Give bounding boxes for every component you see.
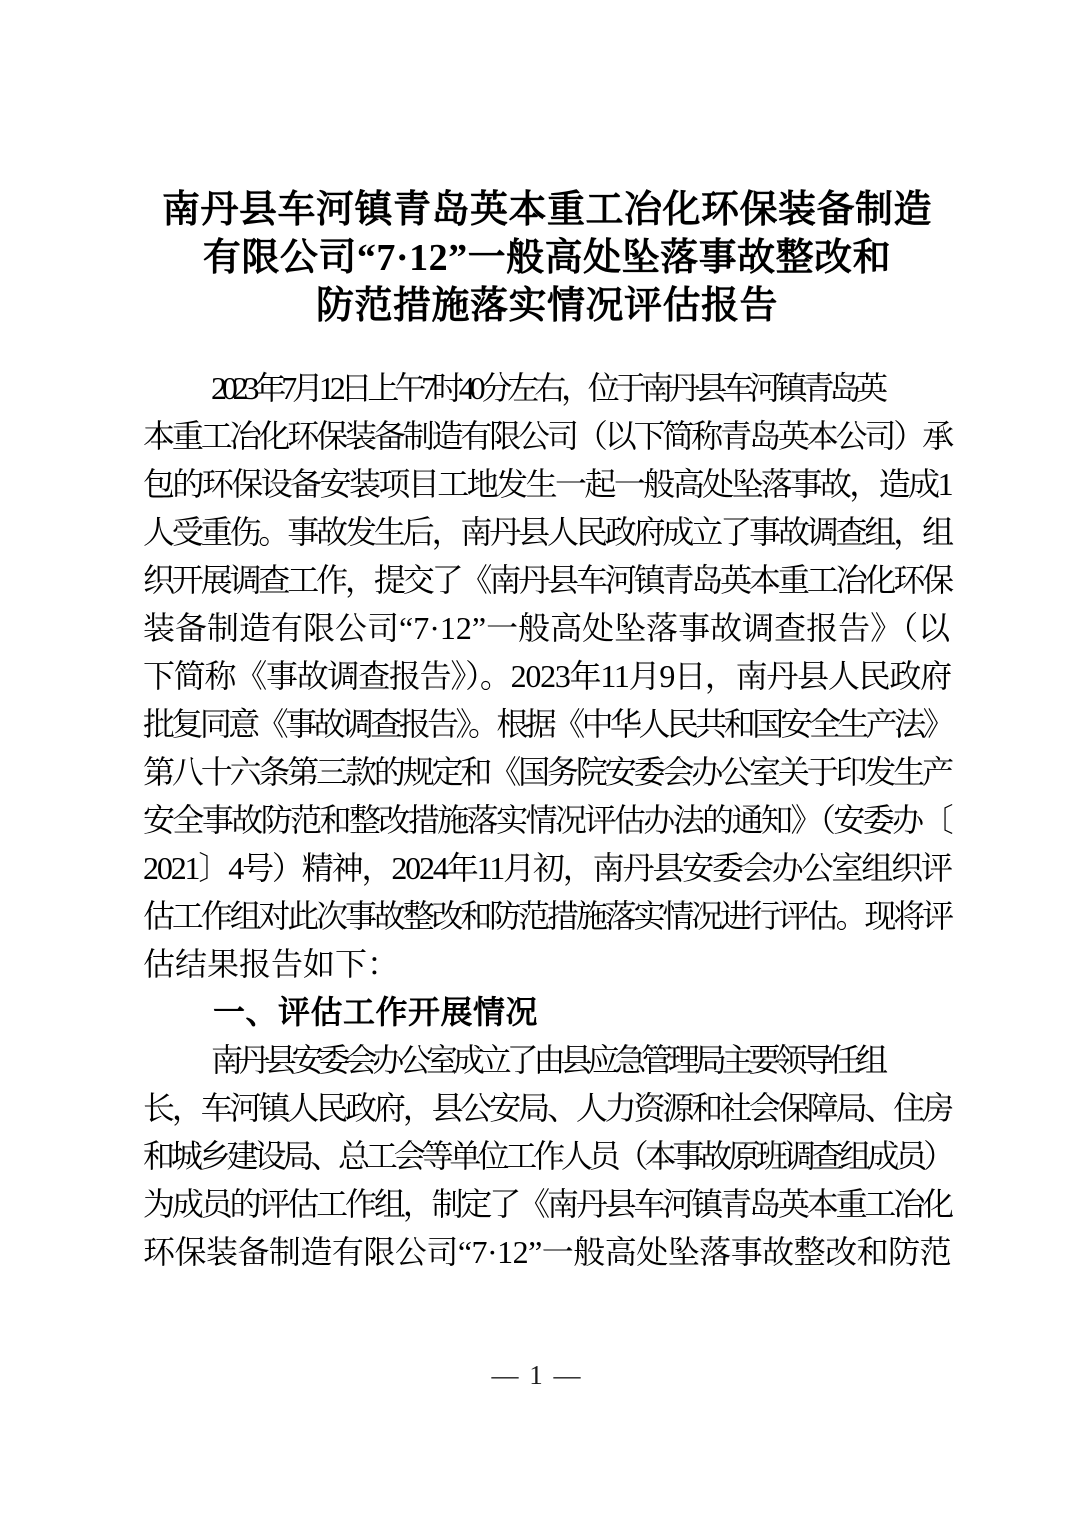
paragraph-intro-line-2: 本重工冶化环保装备制造有限公司（以下简称青岛英本公司）承	[143, 418, 951, 454]
title-line-2: 有限公司“7·12”一般高处坠落事故整改和	[202, 237, 892, 279]
document-content-column	[143, 0, 951, 1276]
paragraph-intro-line-4: 人受重伤。事故发生后，南丹县人民政府成立了事故调查组，组	[143, 514, 951, 550]
paragraph-section1-line-1: 南丹县安委会办公室成立了由县应急管理局主要领导任组	[211, 1042, 884, 1078]
page-title	[143, 0, 951, 330]
paragraph-intro-line-6: 装备制造有限公司“7·12”一般高处坠落事故调查报告》（以	[143, 610, 951, 646]
paragraph-intro-line-12: 估工作组对此次事故整改和防范措施落实情况进行评估。现将评	[143, 898, 951, 934]
paragraph-section1-line-2: 长，车河镇人民政府，县公安局、人力资源和社会保障局、住房	[143, 1090, 951, 1126]
paragraph-section1-line-3: 和城乡建设局、总工会等单位工作人员（本事故原班调查组成员）	[143, 1138, 952, 1174]
paragraph-intro-line-5: 织开展调查工作，提交了《南丹县车河镇青岛英本重工冶化环保	[143, 562, 951, 598]
title-line-1: 南丹县车河镇青岛英本重工冶化环保装备制造	[161, 189, 932, 231]
paragraph-intro-line-7: 下简称《事故调查报告》）。2023年11月9日，南丹县人民政府	[143, 658, 951, 694]
paragraph-section1-line-5: 环保装备制造有限公司“7·12”一般高处坠落事故整改和防范	[143, 1234, 952, 1270]
paragraph-intro-line-8: 批复同意《事故调查报告》。根据《中华人民共和国安全生产法》	[143, 706, 952, 742]
paragraph-intro-line-9: 第八十六条第三款的规定和《国务院安委会办公室关于印发生产	[143, 754, 951, 790]
title-line-3: 防范措施落实情况评估报告	[315, 285, 778, 327]
section-heading-1: 一、评估工作开展情况	[213, 994, 539, 1030]
paragraph-intro-line-13: 估结果报告如下：	[143, 946, 400, 982]
paragraph-intro-line-11: 2021〕4号）精神，2024年11月初，南丹县安委会办公室组织评	[143, 850, 951, 886]
paragraph-intro	[143, 330, 951, 988]
paragraph-intro-line-10: 安全事故防范和整改措施落实情况评估办法的通知》（安委办〔	[143, 802, 952, 838]
page-number-footer: — 1 —	[491, 1360, 583, 1390]
paragraph-intro-line-1: 2023年7月12日上午7时40分左右，位于南丹县车河镇青岛英	[211, 370, 884, 406]
paragraph-section1-body	[143, 1036, 951, 1276]
paragraph-intro-line-3: 包的环保设备安装项目工地发生一起一般高处坠落事故，造成1	[143, 466, 952, 502]
paragraph-section1-line-4: 为成员的评估工作组，制定了《南丹县车河镇青岛英本重工冶化	[143, 1186, 951, 1222]
